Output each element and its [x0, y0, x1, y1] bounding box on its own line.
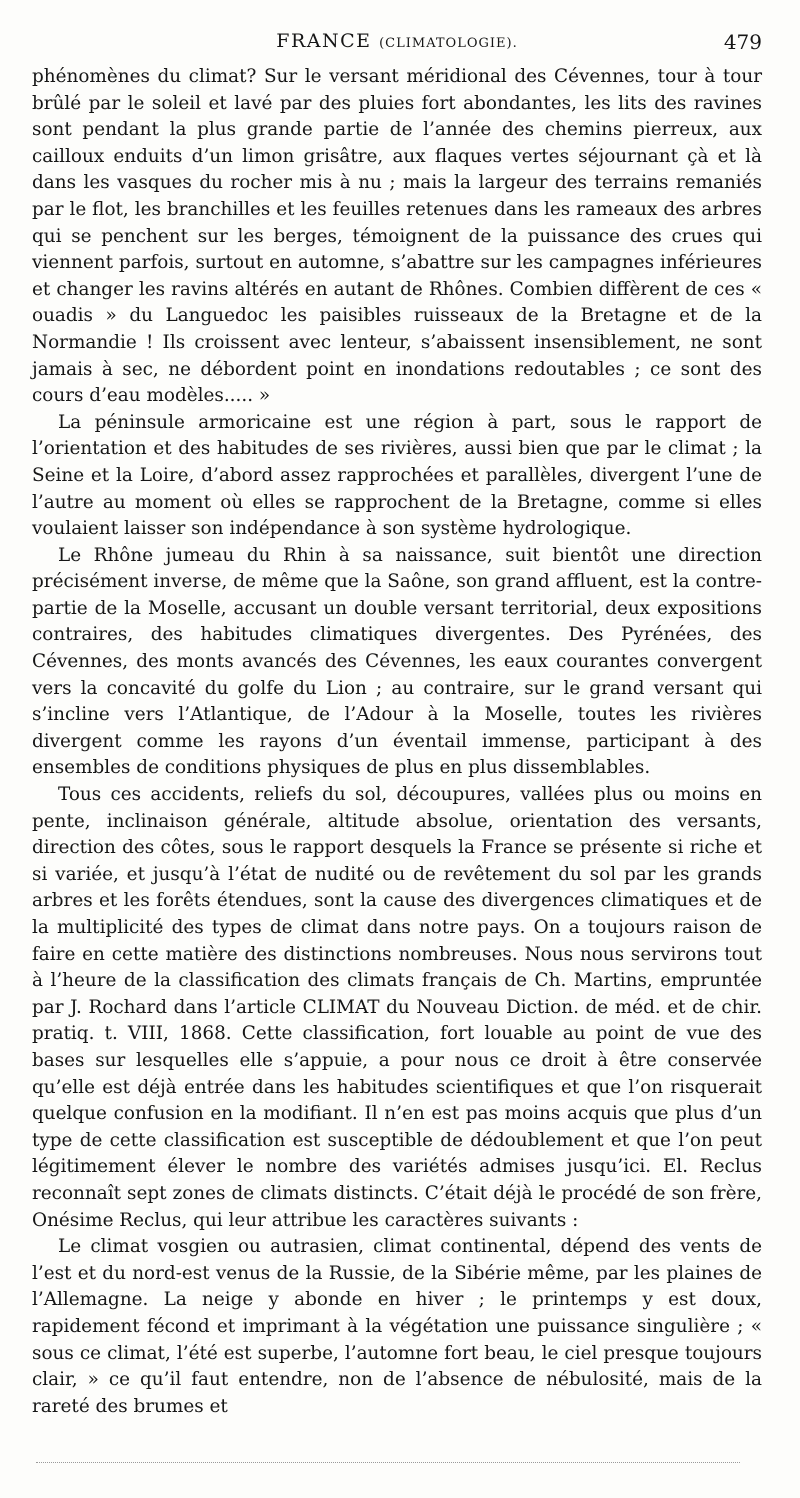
running-title [32, 30, 762, 52]
body-text [32, 64, 762, 1420]
page-number: 479 [723, 30, 762, 54]
running-title-main: FRANCE [276, 30, 372, 52]
paragraph-2: La péninsule armoricaine est une région à part, sous le rapport de l’orientation et des habitudes de ses rivières, aussi bien que par le climat ; la Seine et la Loire, d’abord assez rapprochées et parallèles, divergent l’une de l’autre au moment où elles se rapprochent de la Bretagne, comme si elles voulaient laisser son indépendance à son système hydrologique. [32, 411, 762, 540]
paragraph-5: Le climat vosgien ou autrasien, climat continental, dépend des vents de l’est et du nord-est venus de la Russie, de la Sibérie même, par les plaines de l’Allemagne. La neige y abonde en hiver ; le printemps y est doux, rapidement fécond et imprimant à la végétation une puissance singulière ; « sous ce climat, l’été est superbe, l’automne fort beau, le ciel presque toujours clair, » ce qu’il faut entendre, non de l’absence de nébulosité, mais de la rareté des brumes et [32, 1236, 762, 1417]
paragraph-1: phénomènes du climat? Sur le versant méridional des Cévennes, tour à tour brûlé par le soleil et lavé par des pluies fort abondantes, les lits des ravines sont pendant la plus grande partie de l’année des chemins pierreux, aux cailloux enduits d’un limon grisâtre, aux flaques vertes séjournant çà et là dans les vasques du rocher mis à nu ; mais la largeur des terrains remaniés par le flot, les branchilles et les feuilles retenues dans les rameaux des arbres qui se penchent sur les berges, témoignent de la puissance des crues qui viennent parfois, surtout en automne, s’abattre sur les campagnes inférieures et changer les ravins altérés en autant de Rhônes. Combien diffèrent de ces « ouadis » du Languedoc les paisibles ruisseaux de la Bretagne et de la Normandie ! Ils croissent avec lenteur, s’abaissent insensiblement, ne sont jamais à sec, ne débordent point en inondations redoutables ; ce sont des cours d’eau modèles..... » [32, 66, 762, 407]
running-header [32, 30, 762, 58]
running-title-sub: (CLIMATOLOGIE). [379, 36, 518, 51]
footer-dotted-rule [36, 1462, 740, 1463]
paragraph-4: Tous ces accidents, reliefs du sol, découpures, vallées plus ou moins en pente, inclinaison générale, altitude absolue, orientation des versants, direction des côtes, sous le rapport desquels la France se présente si riche et si variée, et jusqu’à l’état de nudité ou de revêtement du sol par les grands arbres et les forêts étendues, sont la cause des divergences climatiques et de la multiplicité des types de climat dans notre pays. On a toujours raison de faire en cette matière des distinctions nombreuses. Nous nous servirons tout à l’heure de la classification des climats français de Ch. Martins, empruntée par J. Rochard dans l’article CLIMAT du Nouveau Diction. de méd. et de chir. pratiq. t. VIII, 1868. Cette classification, fort louable au point de vue des bases sur lesquelles elle s’appuie, a pour nous ce droit à être conservée qu’elle est déjà entrée dans les habitudes scientifiques et que l’on risquerait quelque confusion en la modifiant. Il n’en est pas moins acquis que plus d’un type de cette classification est susceptible de dédoublement et que l’on peut légitimement élever le nombre des variétés admises jusqu’ici. El. Reclus reconnaît sept zones de climats distincts. C’était déjà le procédé de son frère, Onésime Reclus, qui leur attribue les caractères suivants : [32, 784, 762, 1231]
paragraph-3: Le Rhône jumeau du Rhin à sa naissance, suit bientôt une direction précisément inverse, de même que la Saône, son grand affluent, est la contre-partie de la Moselle, accusant un double versant territorial, deux expositions contraires, des habitudes climatiques divergentes. Des Pyrénées, des Cévennes, des monts avancés des Cévennes, les eaux courantes convergent vers la concavité du golfe du Lion ; au contraire, sur le grand versant qui s’incline vers l’Atlantique, de l’Adour à la Moselle, toutes les rivières divergent comme les rayons d’un éventail immense, participant à des ensembles de conditions physiques de plus en plus dissemblables. [32, 544, 762, 779]
